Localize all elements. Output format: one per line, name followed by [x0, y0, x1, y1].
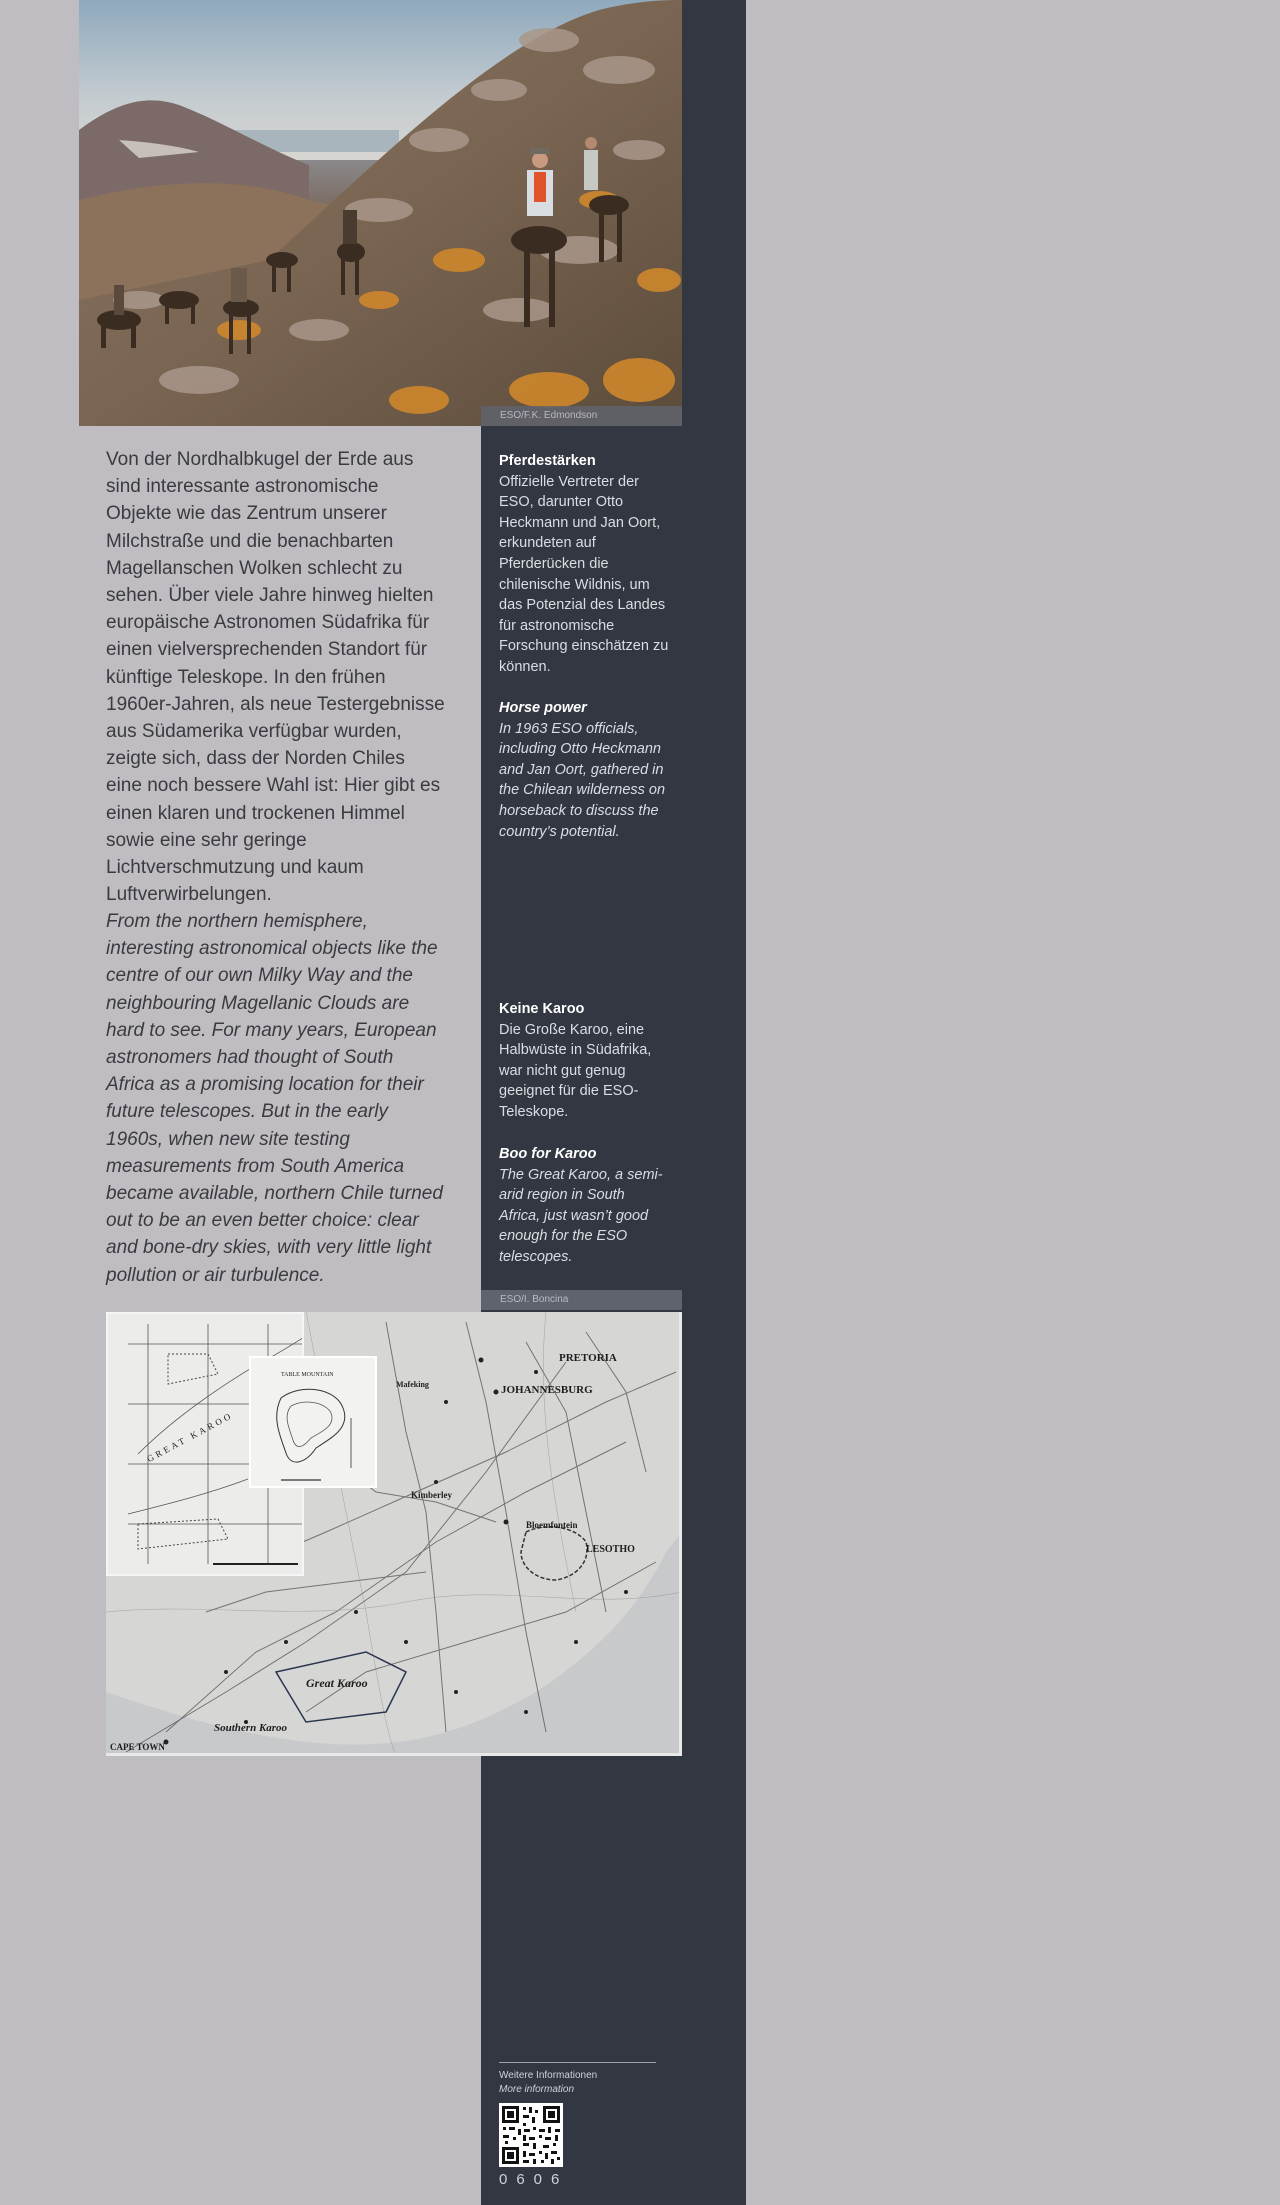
- inset-label-great-karoo: GREAT KAROO: [145, 1410, 235, 1464]
- map-caption-german-title: Keine Karoo: [499, 1001, 585, 1017]
- photo-caption-german: [499, 451, 669, 678]
- map-caption-german-body: Die Große Karoo, eine Halbwüste in Südafrika, war nicht gut genug geeignet für die ESO-Teleskope.: [499, 1021, 652, 1120]
- map-label-johannesburg: JOHANNESBURG: [501, 1384, 593, 1396]
- exhibit-code: 0606: [499, 2171, 569, 2188]
- map-caption-german: [499, 999, 669, 1123]
- map-caption-english-title: Boo for Karoo: [499, 1146, 597, 1162]
- map-label-pretoria: PRETORIA: [559, 1352, 617, 1364]
- map-credit: ESO/I. Boncina: [481, 1290, 682, 1310]
- map-label-cape-town: CAPE TOWN: [110, 1742, 165, 1752]
- map-label-southern-karoo: Southern Karoo: [214, 1722, 288, 1734]
- horse-riders-photo-icon: [79, 0, 682, 426]
- map-inset-table-mountain: [249, 1356, 377, 1488]
- hero-photo: [79, 0, 682, 426]
- inset-label-table-mountain: TABLE MOUNTAIN: [281, 1372, 334, 1378]
- photo-caption-english: [499, 698, 669, 842]
- more-info-label-english: More information: [499, 2084, 575, 2095]
- qr-code-graphic: [499, 2103, 563, 2167]
- map-caption-english-body: The Great Karoo, a semi-arid region in South Africa, just wasn’t good enough for the ESO telescopes.: [499, 1166, 663, 1265]
- photo-caption-german-body: Offizielle Vertreter der ESO, darunter Otto Heckmann und Jan Oort, erkundeten auf Pferderücken die chilenische Wildnis, um das Potenzial des Landes für astronomische Forschung einschätzen zu können.: [499, 473, 669, 675]
- photo-caption-english-body: In 1963 ESO officials, including Otto Heckmann and Jan Oort, gathered in the Chilean wilderness on horseback to discuss the country’s potential.: [499, 720, 666, 840]
- more-info-label-german: Weitere Informationen: [499, 2070, 598, 2081]
- main-text-german: Von der Nordhalbkugel der Erde aus sind interessante astronomische Objekte wie das Zentrum unserer Milchstraße und die benachbarten Magellanschen Wolken schlecht zu sehen. Über viele Jahre hinweg hielten europäische Astronomen Südafrika für einen vielversprechenden Standort für künftige Teleskope. In den frühen 1960er-Jahren, als neue Testergebnisse aus Südamerika verfügbar wurden, zeigte sich, dass der Norden Chiles eine noch bessere Wahl ist: Hier gibt es einen klaren und trockenen Himmel sowie eine sehr geringe Lichtverschmutzung und kaum Luftverwirbelungen.: [106, 449, 445, 906]
- map-caption-english: [499, 1144, 669, 1268]
- map-label-lesotho: LESOTHO: [586, 1544, 635, 1555]
- hero-photo-credit: ESO/F.K. Edmondson: [481, 406, 682, 426]
- footer-divider: [499, 2062, 656, 2063]
- map-label-kimberley: Kimberley: [411, 1490, 452, 1500]
- map-label-great-karoo: Great Karoo: [306, 1676, 368, 1690]
- map-label-bloemfontein: Bloemfontein: [526, 1520, 578, 1530]
- photo-caption-german-title: Pferdestärken: [499, 453, 596, 469]
- map-label-mafeking: Mafeking: [396, 1380, 429, 1389]
- photo-caption-english-title: Horse power: [499, 700, 587, 716]
- qr-code-icon[interactable]: [499, 2103, 563, 2167]
- main-text-english: From the northern hemisphere, interesting astronomical objects like the centre of our own Milky Way and the neighbouring Magellanic Clouds are hard to see. For many years, European astronomers had thought of South Africa as a promising location for their future telescopes. But in the early 1960s, when new site testing measurements from South America became available, northern Chile turned out to be an even better choice: clear and bone-dry skies, with very little light pollution or air turbulence.: [106, 911, 443, 1286]
- south-africa-map: [106, 1312, 682, 1756]
